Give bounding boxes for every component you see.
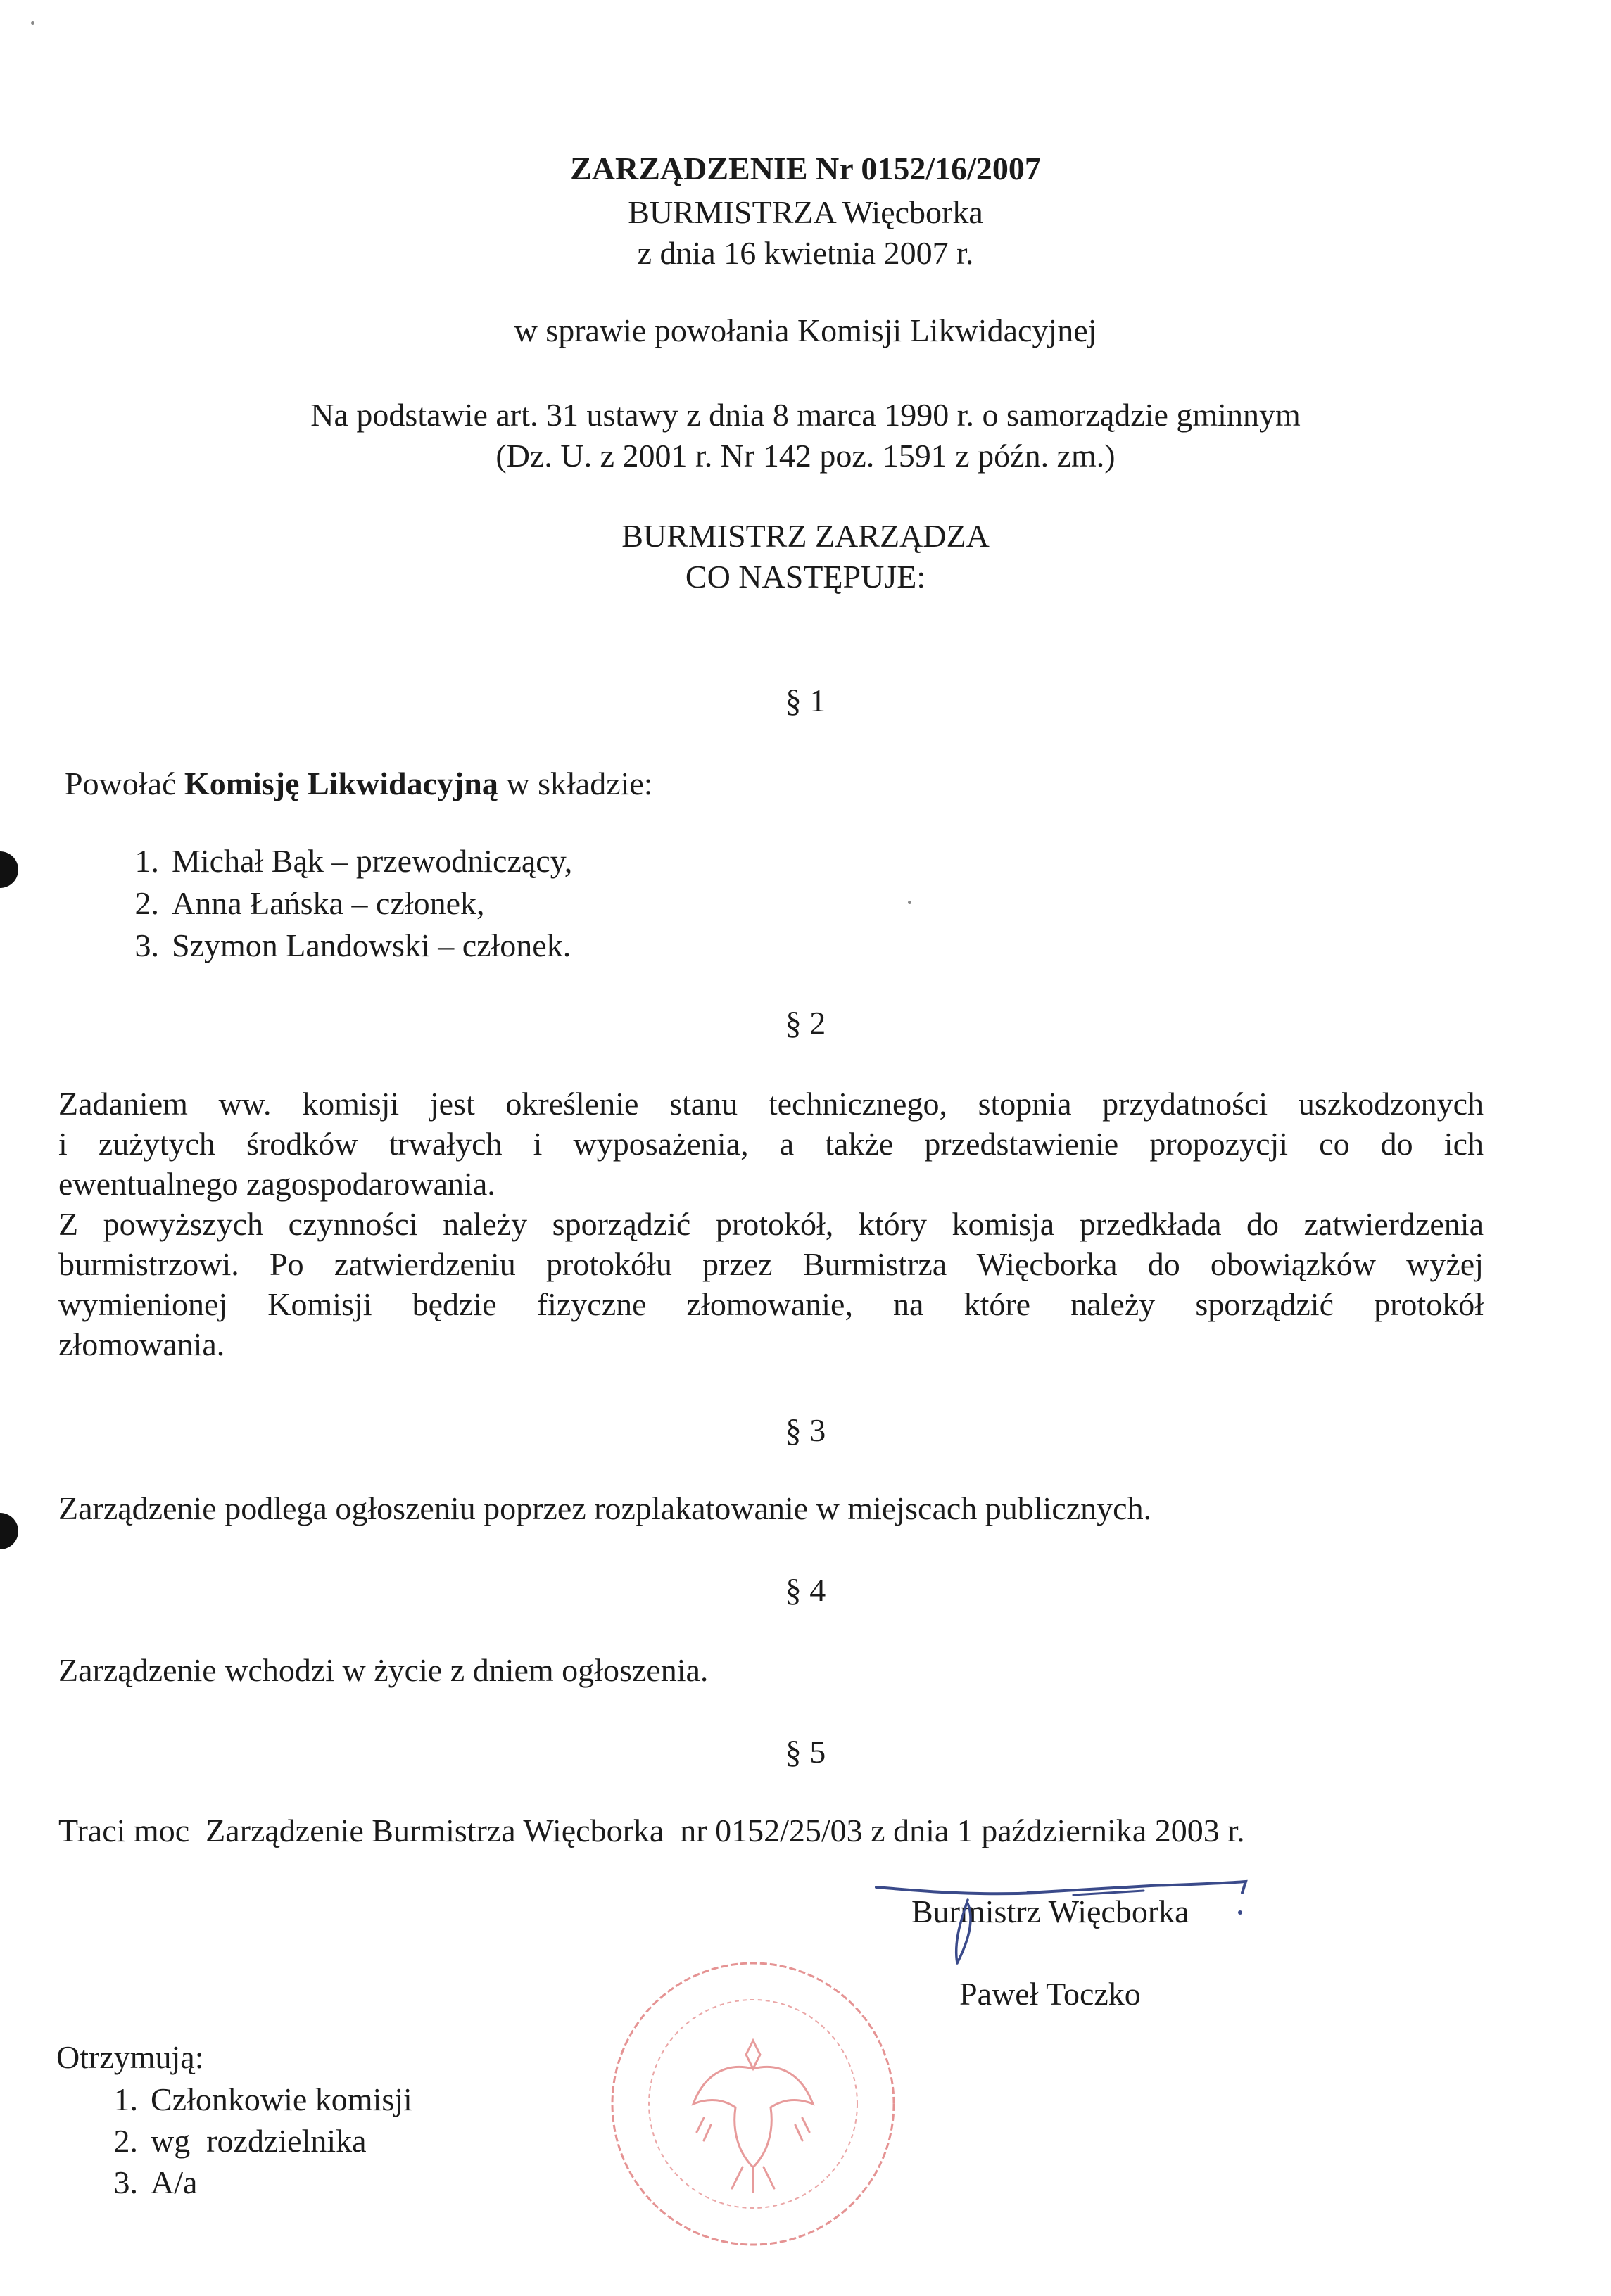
scan-speck [908,901,911,904]
recipient-item [83,2079,412,2120]
signature-title: Burmistrz Więcborka [911,1894,1189,1929]
member-list-item [104,925,571,966]
signature-name: Paweł Toczko [959,1976,1141,2012]
recipient-text: wg rozdzielnika [151,2123,367,2159]
paragraph-line: Z powyższych czynności należy sporządzić protokół, który komisja przedkłada do zatwierdzenia [58,1206,1484,1242]
section-2-paragraph [58,1084,1484,1364]
section-2-heading: § 2 [785,1005,826,1041]
section-4-text: Zarządzenie wchodzi w życie z dniem ogłoszenia. [58,1652,709,1688]
decree-line-2: CO NASTĘPUJE: [685,559,926,595]
paragraph-line: Zadaniem ww. komisji jest określenie stanu technicznego, stopnia przydatności uszkodzonych [58,1086,1484,1122]
punch-hole-mark [0,851,18,888]
member-list-item [104,841,572,882]
section-4-heading: § 4 [785,1572,826,1608]
document-title: ZARZĄDZENIE Nr 0152/16/2007 [570,151,1041,186]
document-subject: w sprawie powołania Komisji Likwidacyjnej [514,312,1097,348]
commission-name: Komisję Likwidacyjną [184,766,498,801]
scan-speck [31,21,34,25]
punch-hole-mark [0,1513,18,1549]
member-text: Michał Bąk – przewodniczący, [172,843,573,879]
section-3-heading: § 3 [785,1412,826,1448]
document-date: z dnia 16 kwietnia 2007 r. [637,235,974,271]
list-number: 2. [113,2123,138,2159]
decree-line-1: BURMISTRZ ZARZĄDZA [621,518,990,554]
intro-text-after: w składzie: [506,766,653,801]
member-text: Szymon Landowski – członek. [172,927,571,963]
document-authority: BURMISTRZA Więcborka [628,194,983,230]
paragraph-line: złomowania. [58,1326,225,1362]
handwritten-signature [862,1872,1256,1977]
paragraph-line: i zużytych środków trwałych i wyposażenia, a także przedstawienie propozycji co do ich [58,1126,1484,1162]
legal-basis-line-1: Na podstawie art. 31 ustawy z dnia 8 marca 1990 r. o samorządzie gminnym [310,397,1301,433]
member-text: Anna Łańska – członek, [172,885,485,921]
recipient-item [83,2162,197,2203]
section-5-text: Traci moc Zarządzenie Burmistrza Więcborka nr 0152/25/03 z dnia 1 października 2003 r. [58,1813,1245,1848]
recipient-text: A/a [151,2164,198,2200]
list-number: 1. [113,2081,138,2117]
list-number: 1. [134,843,159,879]
recipient-text: Członkowie komisji [151,2081,412,2117]
list-number: 3. [113,2164,138,2200]
recipients-label: Otrzymują: [56,2039,204,2075]
intro-text-before: Powołać [65,766,177,801]
section-3-text: Zarządzenie podlega ogłoszeniu poprzez rozplakatowanie w miejscach publicznych. [58,1490,1152,1526]
section-5-heading: § 5 [785,1734,826,1770]
section-1-intro [65,763,653,804]
list-number: 3. [134,927,159,963]
list-number: 2. [134,885,159,921]
member-list-item [104,883,485,924]
paragraph-line: wymienionej Komisji będzie fizyczne złomowanie, na które należy sporządzić protokół [58,1286,1484,1322]
recipient-item [83,2121,367,2162]
legal-basis-line-2: (Dz. U. z 2001 r. Nr 142 poz. 1591 z późn. zm.) [495,438,1116,474]
paragraph-line: burmistrzowi. Po zatwierdzeniu protokółu przez Burmistrza Więcborka do obowiązków wyżej [58,1246,1484,1282]
paragraph-line: ewentualnego zagospodarowania. [58,1166,495,1202]
official-stamp [605,1956,901,2252]
section-1-heading: § 1 [785,683,826,718]
